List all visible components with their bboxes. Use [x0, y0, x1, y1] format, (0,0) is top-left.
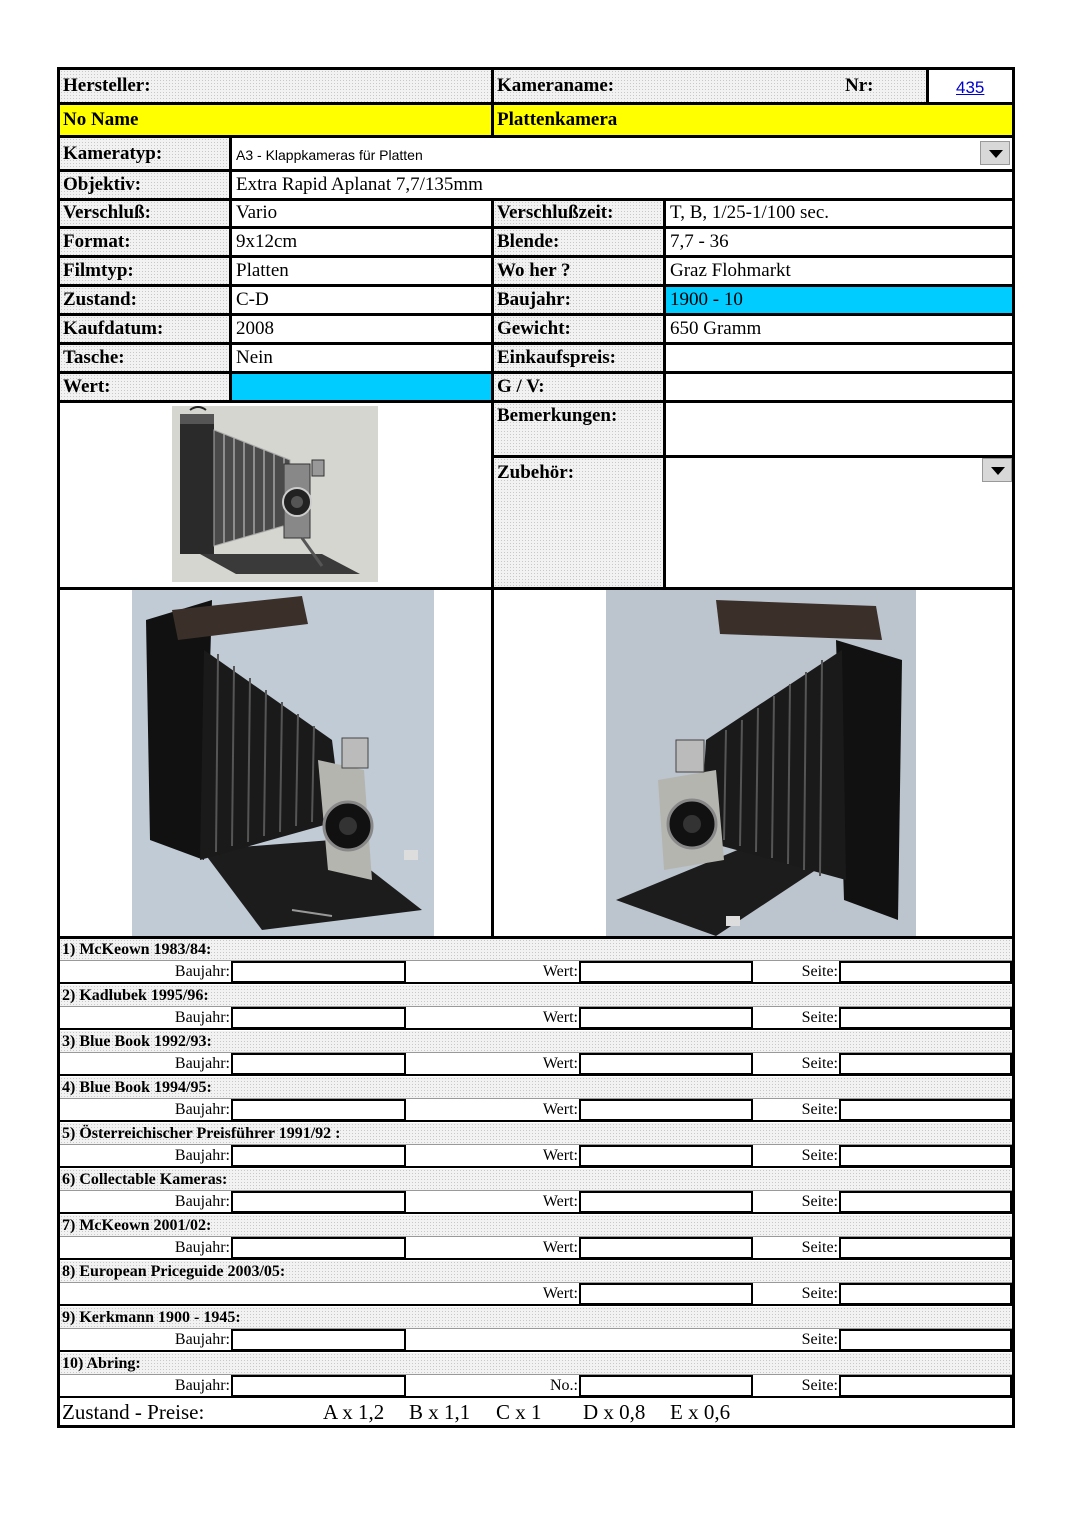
remarks-label: Bemerkungen: — [497, 405, 618, 426]
reference-year-field[interactable] — [231, 1191, 406, 1213]
price-label: Einkaufspreis: — [497, 347, 616, 368]
reference-field-label: Seite: — [801, 1101, 838, 1118]
reference-value-field[interactable] — [579, 1145, 753, 1167]
footer-d: D x 0,8 — [583, 1400, 646, 1424]
grid-line — [57, 400, 1015, 403]
bag-value: Nein — [236, 347, 273, 368]
reference-field-label: Baujahr: — [174, 1147, 230, 1164]
reference-field-label: Seite: — [801, 1331, 838, 1348]
reference-page-field[interactable] — [839, 1329, 1012, 1351]
reference-year-field[interactable] — [231, 961, 406, 983]
reference-title: 1) McKeown 1983/84: — [60, 939, 1012, 960]
grid-line — [57, 135, 1015, 138]
shutter-value: Vario — [236, 202, 278, 223]
reference-field-label: Baujahr: — [174, 1239, 230, 1256]
condition-value: C-D — [236, 289, 269, 310]
reference-title: 8) European Priceguide 2003/05: — [60, 1261, 1012, 1282]
reference-year-field[interactable] — [231, 1145, 406, 1167]
reference-field-label: Wert: — [542, 1239, 578, 1256]
grid-line — [57, 982, 1015, 984]
dropdown-arrow-icon[interactable] — [980, 141, 1010, 165]
aperture-label: Blende: — [497, 231, 560, 252]
reference-year-field[interactable] — [231, 1329, 406, 1351]
grid-line — [57, 1166, 1015, 1168]
reference-field-label: Wert: — [542, 1055, 578, 1072]
reference-title: 5) Österreichischer Preisführer 1991/92 : — [60, 1123, 1012, 1144]
reference-field-label: Wert: — [542, 1285, 578, 1302]
reference-value-field[interactable] — [579, 1191, 753, 1213]
grid-line — [57, 342, 1015, 345]
reference-field-label: Wert: — [542, 963, 578, 980]
year-value: 1900 - 10 — [670, 289, 743, 310]
year-label: Baujahr: — [497, 289, 571, 310]
grid-line — [57, 1425, 1015, 1428]
grid-line — [57, 1350, 1015, 1352]
reference-field-label: Wert: — [542, 1193, 578, 1210]
grid-line — [57, 67, 60, 1428]
reference-field-label: Wert: — [542, 1009, 578, 1026]
footer-label: Zustand - Preise: — [62, 1400, 205, 1424]
reference-value-field[interactable] — [579, 1237, 753, 1259]
footer-e: E x 0,6 — [670, 1400, 731, 1424]
reference-field-label: Baujahr: — [174, 1331, 230, 1348]
reference-field-label: Seite: — [801, 963, 838, 980]
purchase-date-label: Kaufdatum: — [63, 318, 164, 339]
reference-title: 4) Blue Book 1994/95: — [60, 1077, 1012, 1098]
grid-line — [57, 255, 1015, 258]
reference-page-field[interactable] — [839, 961, 1012, 983]
reference-title: 10) Abring: — [60, 1353, 1012, 1374]
grid-line — [57, 587, 1015, 590]
footer-a: A x 1,2 — [323, 1400, 385, 1424]
camera-type-select[interactable]: A3 - Klappkameras für Platten — [236, 147, 423, 163]
reference-title: 6) Collectable Kameras: — [60, 1169, 1012, 1190]
reference-value-field[interactable] — [579, 1099, 753, 1121]
grid-line — [663, 198, 666, 590]
camera-name-value: Plattenkamera — [497, 109, 618, 130]
dropdown-arrow-icon[interactable] — [982, 458, 1012, 482]
grid-line — [492, 455, 1015, 458]
reference-field-label: Baujahr: — [174, 1377, 230, 1394]
format-value: 9x12cm — [236, 231, 298, 252]
accessories-label: Zubehör: — [497, 462, 575, 483]
film-label: Filmtyp: — [63, 260, 134, 281]
value-value-cell — [232, 374, 492, 400]
nr-label: Nr: — [845, 75, 874, 96]
shutter-time-value: T, B, 1/25-1/100 sec. — [670, 202, 830, 223]
nr-value-link[interactable]: 435 — [956, 78, 985, 97]
reference-field-label: Seite: — [801, 1377, 838, 1394]
camera-type-label: Kameratyp: — [63, 143, 163, 164]
grid-line — [57, 1028, 1015, 1030]
reference-field-label: Seite: — [801, 1055, 838, 1072]
gv-label: G / V: — [497, 376, 545, 397]
grid-line — [57, 936, 1015, 939]
grid-line — [926, 67, 929, 105]
reference-title: 3) Blue Book 1992/93: — [60, 1031, 1012, 1052]
reference-field-label: Baujahr: — [174, 1193, 230, 1210]
shutter-label: Verschluß: — [63, 202, 151, 223]
lens-label: Objektiv: — [63, 174, 142, 195]
grid-line — [491, 67, 494, 138]
reference-title: 2) Kadlubek 1995/96: — [60, 985, 1012, 1006]
reference-field-label: Baujahr: — [174, 1101, 230, 1118]
reference-page-field[interactable] — [839, 1283, 1012, 1305]
reference-field-label: Baujahr: — [174, 1055, 230, 1072]
camera-photo-right — [606, 590, 916, 936]
lens-value: Extra Rapid Aplanat 7,7/135mm — [236, 174, 483, 195]
reference-year-field[interactable] — [231, 1099, 406, 1121]
reference-field-label: Seite: — [801, 1009, 838, 1026]
grid-line — [57, 1396, 1015, 1398]
grid-line — [57, 169, 1015, 172]
grid-line — [57, 1212, 1015, 1214]
footer-b: B x 1,1 — [409, 1400, 471, 1424]
grid-line — [57, 1258, 1015, 1260]
grid-line — [1012, 67, 1015, 1428]
reference-field-label: Baujahr: — [174, 1009, 230, 1026]
reference-field-label: Wert: — [542, 1101, 578, 1118]
reference-title: 9) Kerkmann 1900 - 1945: — [60, 1307, 1012, 1328]
reference-value-field[interactable] — [579, 1053, 753, 1075]
reference-field-label: Seite: — [801, 1239, 838, 1256]
reference-page-field[interactable] — [839, 1145, 1012, 1167]
reference-field-label: Seite: — [801, 1193, 838, 1210]
reference-value-field[interactable] — [579, 961, 753, 983]
reference-page-field[interactable] — [839, 1007, 1012, 1029]
reference-year-field[interactable] — [231, 1053, 406, 1075]
condition-label: Zustand: — [63, 289, 137, 310]
reference-year-field[interactable] — [231, 1375, 406, 1397]
reference-page-field[interactable] — [839, 1099, 1012, 1121]
weight-value: 650 Gramm — [670, 318, 762, 339]
bag-label: Tasche: — [63, 347, 125, 368]
grid-line — [229, 135, 232, 403]
shutter-time-label: Verschlußzeit: — [497, 202, 614, 223]
grid-line — [57, 284, 1015, 287]
format-label: Format: — [63, 231, 131, 252]
origin-value: Graz Flohmarkt — [670, 260, 791, 281]
reference-field-label: No.: — [550, 1377, 578, 1394]
reference-value-field[interactable] — [579, 1375, 753, 1397]
camera-photo-left — [132, 590, 434, 936]
reference-field-label: Seite: — [801, 1147, 838, 1164]
reference-page-field[interactable] — [839, 1375, 1012, 1397]
grid-line — [57, 1074, 1015, 1076]
reference-value-field[interactable] — [579, 1007, 753, 1029]
grid-line — [57, 102, 1015, 105]
reference-page-field[interactable] — [839, 1053, 1012, 1075]
grid-line — [57, 67, 1015, 70]
grid-line — [57, 198, 1015, 201]
purchase-date-value: 2008 — [236, 318, 274, 339]
grid-line — [57, 1120, 1015, 1122]
value-label: Wert: — [63, 376, 111, 397]
weight-label: Gewicht: — [497, 318, 571, 339]
manufacturer-label: Hersteller: — [63, 75, 151, 96]
film-value: Platten — [236, 260, 289, 281]
reference-page-field[interactable] — [839, 1237, 1012, 1259]
reference-field-label: Wert: — [542, 1147, 578, 1164]
grid-line — [57, 1304, 1015, 1306]
camera-drawing-image — [172, 406, 378, 582]
origin-label: Wo her ? — [497, 260, 571, 281]
manufacturer-value: No Name — [63, 109, 139, 130]
reference-year-field[interactable] — [231, 1007, 406, 1029]
grid-line — [57, 313, 1015, 316]
reference-year-field[interactable] — [231, 1237, 406, 1259]
reference-title: 7) McKeown 2001/02: — [60, 1215, 1012, 1236]
reference-field-label: Baujahr: — [174, 963, 230, 980]
camera-name-label: Kameraname: — [497, 75, 615, 96]
aperture-value: 7,7 - 36 — [670, 231, 729, 252]
reference-field-label: Seite: — [801, 1285, 838, 1302]
grid-line — [57, 371, 1015, 374]
reference-page-field[interactable] — [839, 1191, 1012, 1213]
footer-c: C x 1 — [496, 1400, 542, 1424]
grid-line — [491, 198, 494, 939]
grid-line — [57, 226, 1015, 229]
reference-value-field[interactable] — [579, 1283, 753, 1305]
